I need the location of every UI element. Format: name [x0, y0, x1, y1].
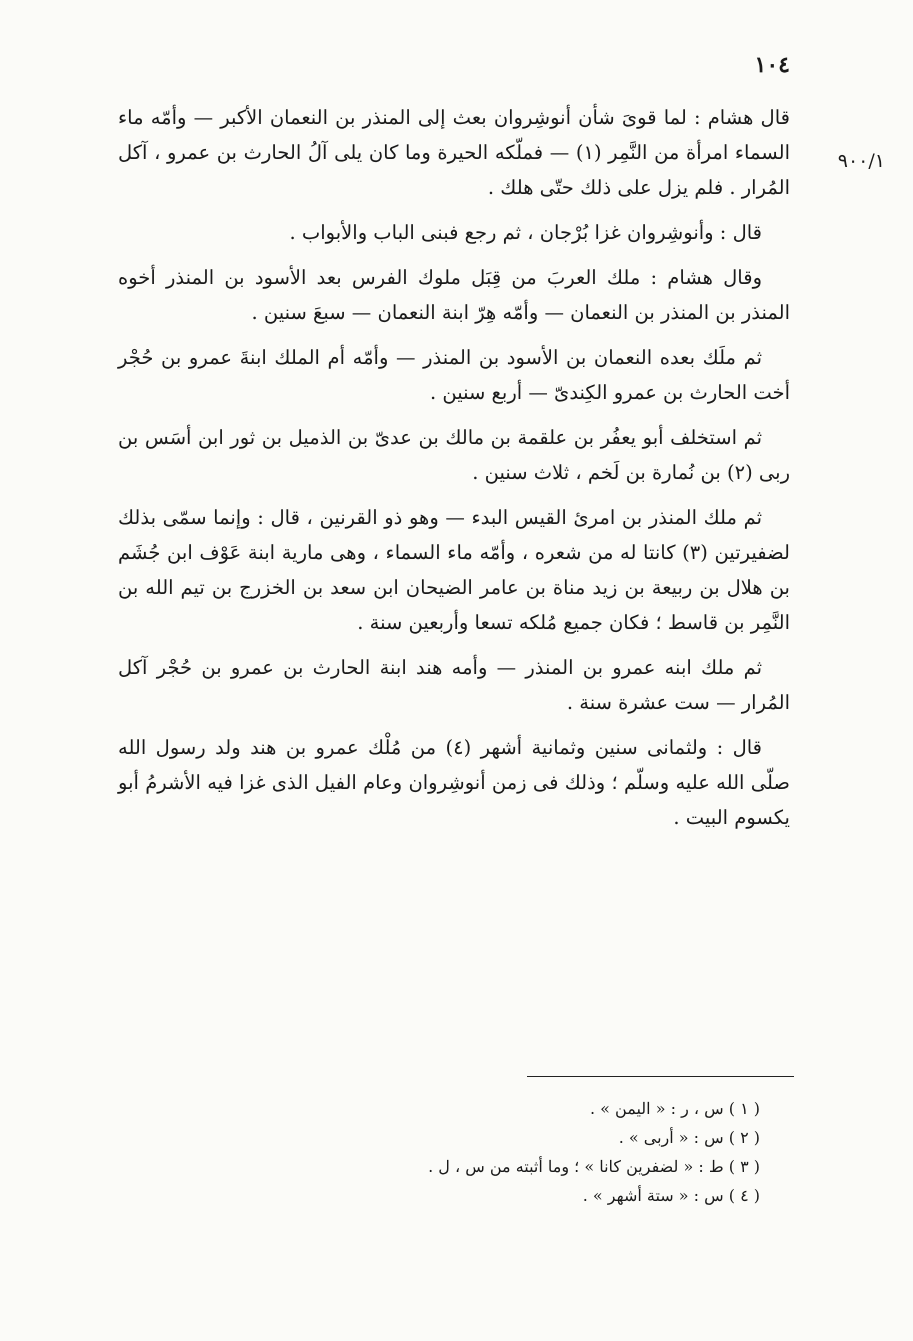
paragraph: قال هشام : لما قوىَ شأن أنوشِروان بعث إلى المنذر بن النعمان الأكبر — وأمّه ماء السماء امرأة من النَّمِر (١) — فملّكه الحيرة وما كان يلى آلُ الحارث بن عمرو ، آكل المُرار . فلم يزل على ذلك حتّى هلك .	[118, 106, 790, 199]
paragraph: ثم ملَك بعده النعمان بن الأسود بن المنذر — وأمّه أم الملك ابنةَ عمرو بن حُجْر أخت الحارث بن عمرو الكِندىّ — أربع سنين .	[118, 346, 790, 404]
paragraph: قال : وأنوشِروان غزا بُرْجان ، ثم رجع فبنى الباب والأبواب .	[289, 221, 762, 244]
page-number: ١٠٤	[754, 52, 790, 78]
footnote: ( ٢ ) س : « أربى » .	[618, 1128, 760, 1147]
paragraph: ثم ملك ابنه عمرو بن المنذر — وأمه هند ابنة الحارث بن عمرو بن حُجْر آكل المُرار — ست عشرة سنة .	[118, 656, 790, 714]
footnote-divider	[527, 1076, 794, 1077]
footnote: ( ٣ ) ط : « لضفرين كانا » ؛ وما أثبته من س ، ل .	[428, 1157, 760, 1176]
margin-reference: ٩٠٠/١	[837, 150, 885, 172]
body-text	[118, 100, 790, 845]
paragraph: وقال هشام : ملك العربَ من قِبَل ملوك الفرس بعد الأسود بن المنذر أخوه المنذر بن المنذر بن النعمان — وأمّه هِرّ ابنة النعمان — سبعَ سنين .	[118, 266, 790, 324]
paragraph: ثم استخلف أبو يعفُر بن علقمة بن مالك بن عدىّ بن الذميل بن ثور ابن أسَس بن ربى (٢) بن نُمارة بن لَخم ، ثلاث سنين .	[118, 426, 790, 484]
footnote: ( ١ ) س ، ر : « اليمن » .	[590, 1099, 760, 1118]
footnote: ( ٤ ) س : « ستة أشهر » .	[582, 1186, 760, 1205]
paragraph: ثم ملك المنذر بن امرئ القيس البدء — وهو ذو القرنين ، قال : وإنما سمّى بذلك لضفيرتين (٣) كانتا له من شعره ، وأمّه ماء السماء ، وهى مارية ابنة عَوْف ابن جُشَم بن هلال بن ربيعة بن زيد مناة بن عامر الضيحان ابن سعد بن الخزرج بن تيم الله بن النَّمِر بن قاسط ؛ فكان جميع مُلكه تسعا وأربعين سنة .	[118, 506, 790, 634]
footnotes	[200, 1094, 760, 1210]
paragraph: قال : ولثمانى سنين وثمانية أشهر (٤) من مُلْك عمرو بن هند ولد رسول الله صلّى الله عليه وسلّم ؛ وذلك فى زمن أنوشِروان وعام الفيل الذى غزا فيه الأشرمُ أبو يكسوم البيت .	[118, 736, 790, 829]
